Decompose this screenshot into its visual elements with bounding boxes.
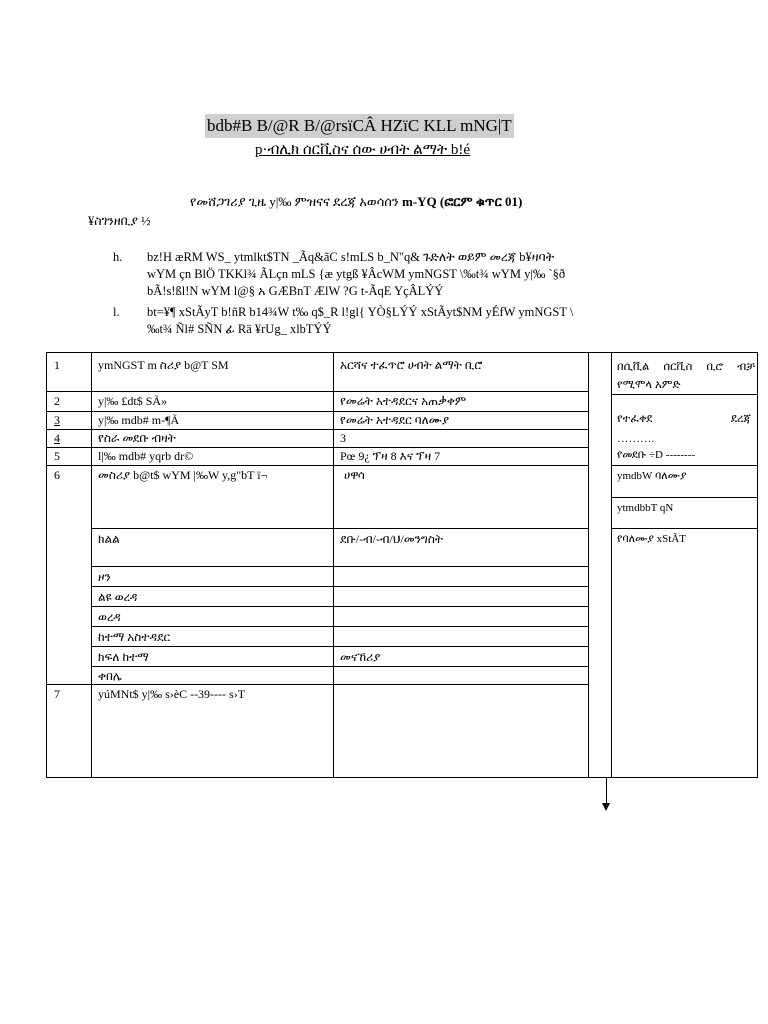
location-label-subcity: ክፍለ ከተማ: [98, 650, 149, 664]
row-3-value: የመሬት አተዳደር ባለሙያ: [340, 413, 450, 427]
row-6-value: ሀዋሳ: [344, 468, 365, 482]
form-number: (ፎርም ቁጥር 01): [436, 194, 523, 209]
location-label-town-admin: ከተማ አስተዳደር: [98, 630, 171, 644]
location-label-region: ክልል: [98, 532, 120, 546]
row-line: [46, 684, 589, 685]
table-col-divider-3: [588, 352, 589, 778]
row-1-value: አርሻና ተፈጥሮ ሀብት ልማት ቢሮ: [340, 358, 483, 372]
row-3-label: y|‰ mdb# m-¶Ã: [98, 413, 180, 427]
row-6-label: መስሪያ b@t$ wYM |‰W y,g"bT ï¬: [98, 468, 268, 482]
instruction-1-line-2: wYM çn BlÖ TKKl¾ ÃLçn mLS {æ ytgß ¥ÂcWM ymNGST \‰t¾ wYM y|‰ `§ð: [147, 267, 566, 281]
location-label-woreda: ወረዳ: [98, 610, 121, 624]
row-line: [46, 411, 589, 412]
side-panel-line: [611, 528, 758, 529]
row-line: [91, 626, 589, 627]
instruction-2-line-1: bt=¥¶ xStÃyT b!ñR b14¾W t‰ q$_R l!gl{ YÒ§LÝÝ xStÃyt$NM yÉfW ymNGST \: [147, 305, 574, 319]
row-1-label: ymNGST m ስሪያ b@T SM: [98, 358, 229, 372]
instructions-heading: ¥ስገንዘቢያ ½: [88, 214, 151, 228]
document-subtitle: p·ብሊክ ሰርቪስና ሰው ሀብት ልማት b!é: [255, 142, 471, 158]
instruction-marker-2: l.: [113, 305, 120, 319]
row-7-number: 7: [54, 687, 60, 701]
row-2-number: 2: [54, 394, 60, 408]
row-line: [91, 606, 589, 607]
instruction-2-line-2: ‰t¾ Ñl# SÑN ፊ Rä ¥rUg_ xlbTÝÝ: [147, 322, 332, 336]
table-col-divider-2: [333, 352, 334, 778]
row-4-value: 3: [340, 431, 346, 445]
side-panel-line: [611, 394, 758, 395]
row-7-label: yúMNt$ y|‰ s›èC --39---- s›T: [98, 687, 246, 701]
table-border-bottom: [46, 777, 758, 778]
side-panel-line: [611, 465, 758, 466]
instruction-marker-1: h.: [113, 250, 123, 264]
grade-label-word: የተፈቀደ: [617, 413, 653, 425]
grade-label-text: [617, 412, 751, 426]
row-2-label: y|‰ £dt$ SÃ»: [98, 394, 168, 408]
instruction-1-line-1: bz!H æRM WS_ ytmlkt$TN _Ãq&ãC s!mLS b_N"q& ጉድለት ወይም መረጃ b¥ዛባት: [147, 250, 555, 264]
form-code: m-YQ: [401, 194, 437, 209]
form-title-text: የመሸጋገሪያ ጊዜ y|‰ ምዝናና ደረጃ አወሳሰን: [190, 194, 402, 209]
row-line: [91, 666, 589, 667]
table-col-divider-4: [611, 352, 612, 778]
location-label-special-woreda: ልዩ ወረዳ: [98, 590, 138, 604]
row-line: [46, 391, 589, 392]
row-line: [46, 447, 589, 448]
side-panel-grade-label: [617, 412, 751, 426]
row-line: [91, 566, 589, 567]
table-col-divider-1: [91, 352, 92, 778]
row-4-label: የስራ መደቡ ብዛት: [98, 431, 176, 445]
form-title-line: [190, 194, 522, 210]
side-panel-assessor: ymdbW ባለሙያ: [617, 470, 687, 482]
row-5-value: Pœ 9¿ ፕዛ 8 እና ፕዛ 7: [340, 449, 441, 463]
side-panel-header: በሲቪል ሰርቪስ ቢሮ ብቻ የሚሞላ አምድ: [617, 361, 755, 391]
table-border-right: [757, 352, 758, 778]
row-3-number: 3: [54, 413, 60, 427]
side-panel-line: [611, 497, 758, 498]
document-title: bdb#B B/@R B/@rsïCÂ HZïC KLL mNG|T: [205, 114, 514, 138]
side-panel-signature: የባለሙያ xStÃT: [617, 533, 687, 545]
row-line: [91, 528, 589, 529]
row-line: [46, 465, 589, 466]
grade-label-word: ደረጃ: [730, 413, 751, 425]
row-6-number: 6: [54, 468, 60, 482]
row-line: [46, 429, 589, 430]
row-line: [91, 586, 589, 587]
side-panel-grade-dots: ……….: [617, 433, 655, 445]
location-label-kebele: ቀበሌ: [98, 669, 122, 683]
down-arrow-line: [606, 778, 607, 804]
side-panel-verified: ytmdbbT qN: [617, 502, 674, 514]
row-1-number: 1: [54, 358, 60, 372]
row-4-number: 4: [54, 431, 60, 445]
location-value-subcity: መናኸሪያ: [340, 650, 381, 664]
down-arrow-icon: [602, 803, 610, 811]
location-label-zone: ዞን: [98, 570, 111, 584]
row-5-label: l|‰ mdb# yqrb dr©: [98, 449, 194, 463]
table-border-top: [46, 352, 758, 353]
row-line: [91, 646, 589, 647]
row-2-value: የመሬት አተዳደርና አጠቃቀም: [340, 394, 467, 408]
instruction-1-line-3: bÃ!s!ßl!N wYM l@§ አ GÆBnT ÆlW ?G t-ÃqE YçÂLÝÝ: [147, 284, 444, 298]
location-value-region: ደቡ/-ብ/-ብ/ህ/መንግስት: [340, 532, 444, 546]
table-border-left: [46, 352, 47, 778]
row-5-number: 5: [54, 449, 60, 463]
side-panel-position-no: የመደቡ ÷D --------: [617, 449, 696, 461]
